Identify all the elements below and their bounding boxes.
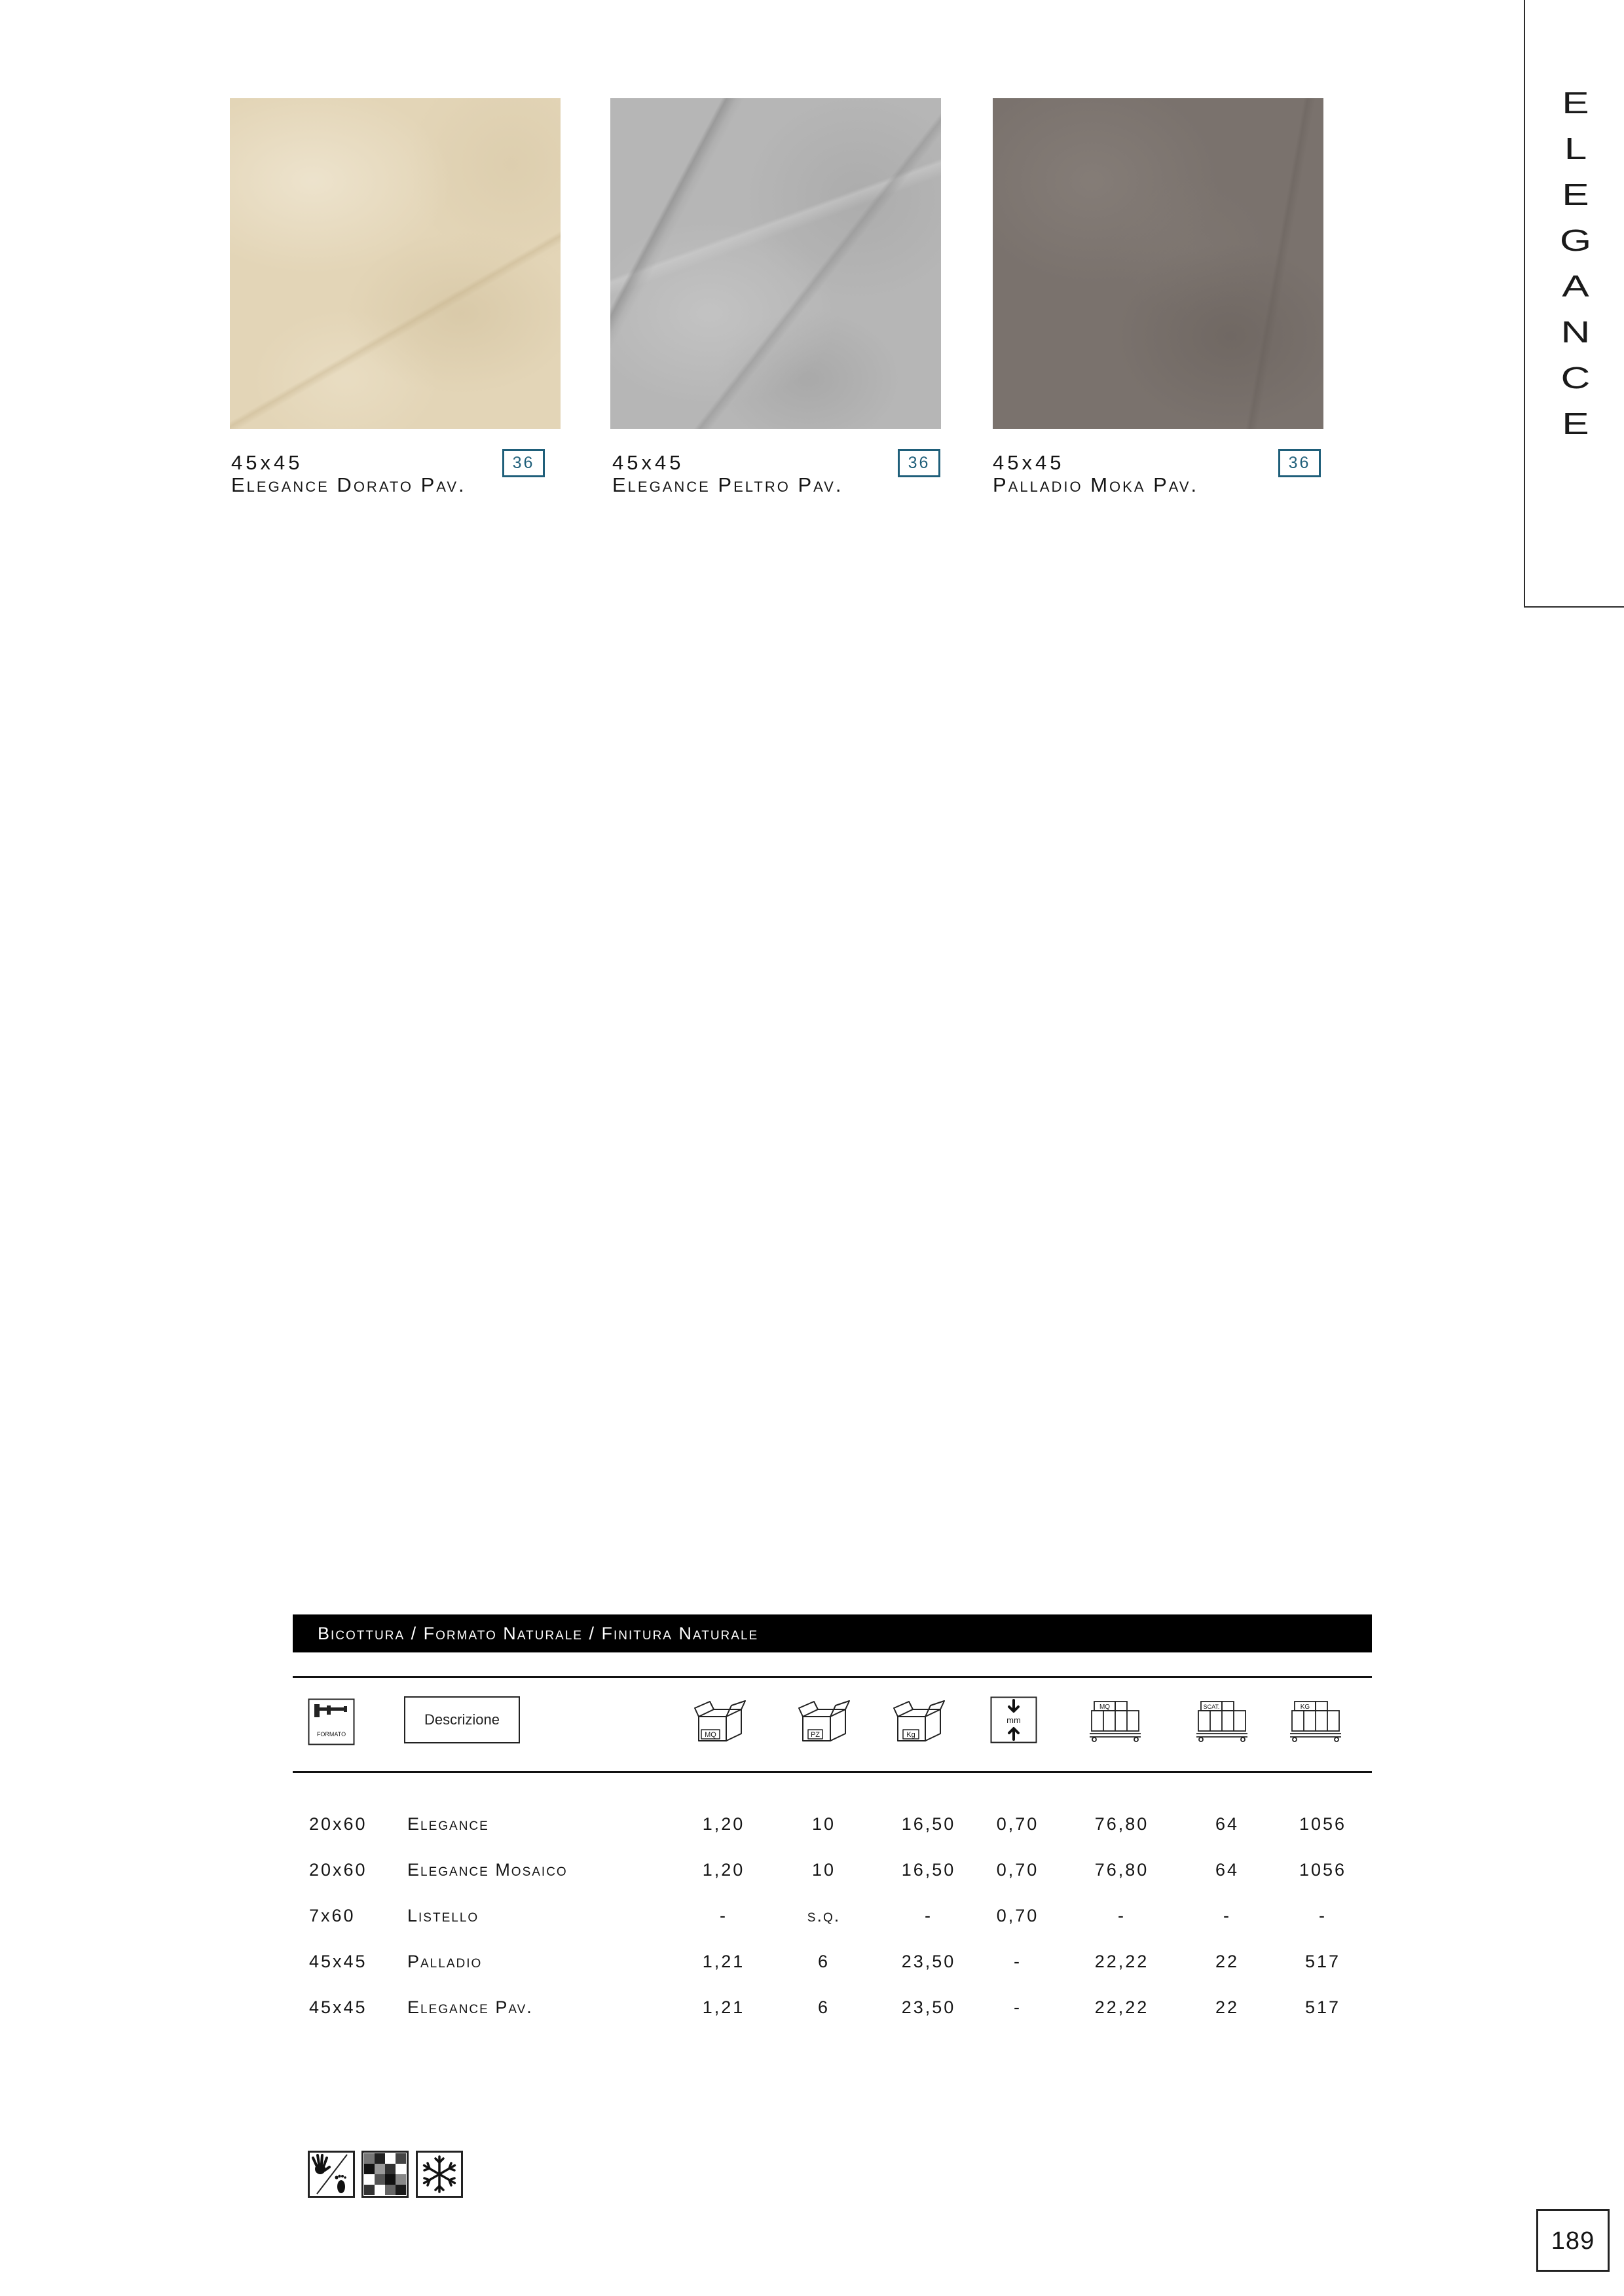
cell-mq: 1,20: [702, 1814, 745, 1834]
table-title-bar: Bicottura / Formato Naturale / Finitura Naturale: [293, 1614, 1372, 1652]
cell-pallet-scat: 64: [1215, 1860, 1240, 1880]
table-header-top-rule: [293, 1676, 1372, 1678]
table-header-bottom-rule: [293, 1771, 1372, 1773]
thickness-label: mm: [1006, 1715, 1021, 1725]
box-area-icon: [693, 1700, 746, 1743]
cell-descrizione: Listello: [407, 1906, 479, 1925]
table-row: [293, 1893, 1372, 1939]
cell-formato: 45x45: [309, 1997, 367, 2017]
cell-mm: 0,70: [996, 1906, 1039, 1925]
cell-pallet-mq: 22,22: [1094, 1952, 1149, 1971]
tile-price-badge: 36: [502, 449, 545, 477]
cell-formato: 20x60: [309, 1860, 367, 1880]
pallet-area-label: MQ: [1099, 1704, 1111, 1711]
cell-pallet-scat: 22: [1215, 1997, 1240, 2017]
cell-pallet-mq: -: [1118, 1906, 1126, 1925]
page-number: 189: [1536, 2209, 1610, 2272]
thickness-icon: [990, 1696, 1037, 1743]
descrizione-header: Descrizione: [404, 1696, 520, 1743]
cell-formato: 20x60: [309, 1814, 367, 1834]
frost-resistant-icon: [416, 2151, 463, 2198]
box-pieces-icon: [798, 1700, 850, 1743]
pallet-boxes-label: SCAT.: [1203, 1704, 1220, 1710]
cell-pallet-scat: 22: [1215, 1952, 1240, 1971]
cell-mm: 0,70: [996, 1814, 1039, 1834]
cell-mm: -: [1014, 1952, 1022, 1971]
tile-swatch-dorato: [230, 98, 561, 429]
cell-formato: 7x60: [309, 1906, 356, 1925]
tile-price-badge: 36: [898, 449, 940, 477]
cell-descrizione: Elegance: [407, 1814, 489, 1834]
pallet-weight-icon: [1289, 1700, 1342, 1743]
tile-price-badge: 36: [1278, 449, 1321, 477]
cell-descrizione: Palladio: [407, 1952, 483, 1971]
table-row: [293, 1847, 1372, 1893]
cell-kg: -: [925, 1906, 932, 1925]
cell-pz: 10: [811, 1860, 836, 1880]
tile-swatch-moka: [993, 98, 1323, 429]
formato-caliper-icon: [308, 1698, 355, 1745]
box-area-label: MQ: [705, 1731, 716, 1739]
tile-size-label: 45x45: [231, 451, 303, 474]
cell-pallet-kg: 1056: [1299, 1814, 1347, 1834]
cell-mq: 1,21: [702, 1997, 745, 2017]
cell-pallet-mq: 76,80: [1094, 1860, 1149, 1880]
box-weight-icon: [893, 1700, 945, 1743]
cell-pz: 10: [811, 1814, 836, 1834]
cell-descrizione: Elegance Mosaico: [407, 1860, 568, 1880]
formato-label: FORMATO: [316, 1731, 346, 1738]
series-title: ELEGANCE: [1559, 86, 1592, 441]
cell-pallet-kg: -: [1319, 1906, 1327, 1925]
cell-kg: 23,50: [901, 1952, 956, 1971]
cell-pallet-kg: 1056: [1299, 1860, 1347, 1880]
cell-pallet-kg: 517: [1304, 1952, 1341, 1971]
cell-pz: s.q.: [807, 1906, 841, 1925]
cell-pallet-scat: 64: [1215, 1814, 1240, 1834]
tile-size-label: 45x45: [612, 451, 684, 474]
cell-pallet-mq: 22,22: [1094, 1997, 1149, 2017]
box-weight-label: Kg: [906, 1731, 915, 1739]
tile-swatch-peltro: [610, 98, 941, 429]
cell-mq: -: [720, 1906, 728, 1925]
cell-mq: 1,20: [702, 1860, 745, 1880]
cell-pallet-scat: -: [1223, 1906, 1231, 1925]
cell-pz: 6: [817, 1997, 830, 2017]
pallet-boxes-icon: [1196, 1700, 1248, 1743]
box-pieces-label: PZ: [810, 1731, 821, 1739]
table-row: [293, 1984, 1372, 2030]
cell-mq: 1,21: [702, 1952, 745, 1971]
cell-kg: 16,50: [901, 1814, 956, 1834]
cell-pallet-kg: 517: [1304, 1997, 1341, 2017]
pallet-area-icon: [1089, 1700, 1141, 1743]
cell-formato: 45x45: [309, 1952, 367, 1971]
cell-kg: 16,50: [901, 1860, 956, 1880]
cell-pallet-mq: 76,80: [1094, 1814, 1149, 1834]
table-row: [293, 1939, 1372, 1984]
tile-name-label: Elegance Peltro Pav.: [612, 473, 843, 496]
pallet-weight-label: KG: [1300, 1704, 1310, 1711]
cell-mm: 0,70: [996, 1860, 1039, 1880]
table-row: [293, 1801, 1372, 1847]
shade-variation-icon: [361, 2151, 409, 2198]
tile-size-label: 45x45: [993, 451, 1065, 474]
cell-descrizione: Elegance Pav.: [407, 1997, 533, 2017]
cell-pz: 6: [817, 1952, 830, 1971]
tile-name-label: Palladio Moka Pav.: [993, 473, 1199, 496]
tile-name-label: Elegance Dorato Pav.: [231, 473, 466, 496]
cell-mm: -: [1014, 1997, 1022, 2017]
wall-floor-use-icon: [308, 2151, 355, 2198]
cell-kg: 23,50: [901, 1997, 956, 2017]
